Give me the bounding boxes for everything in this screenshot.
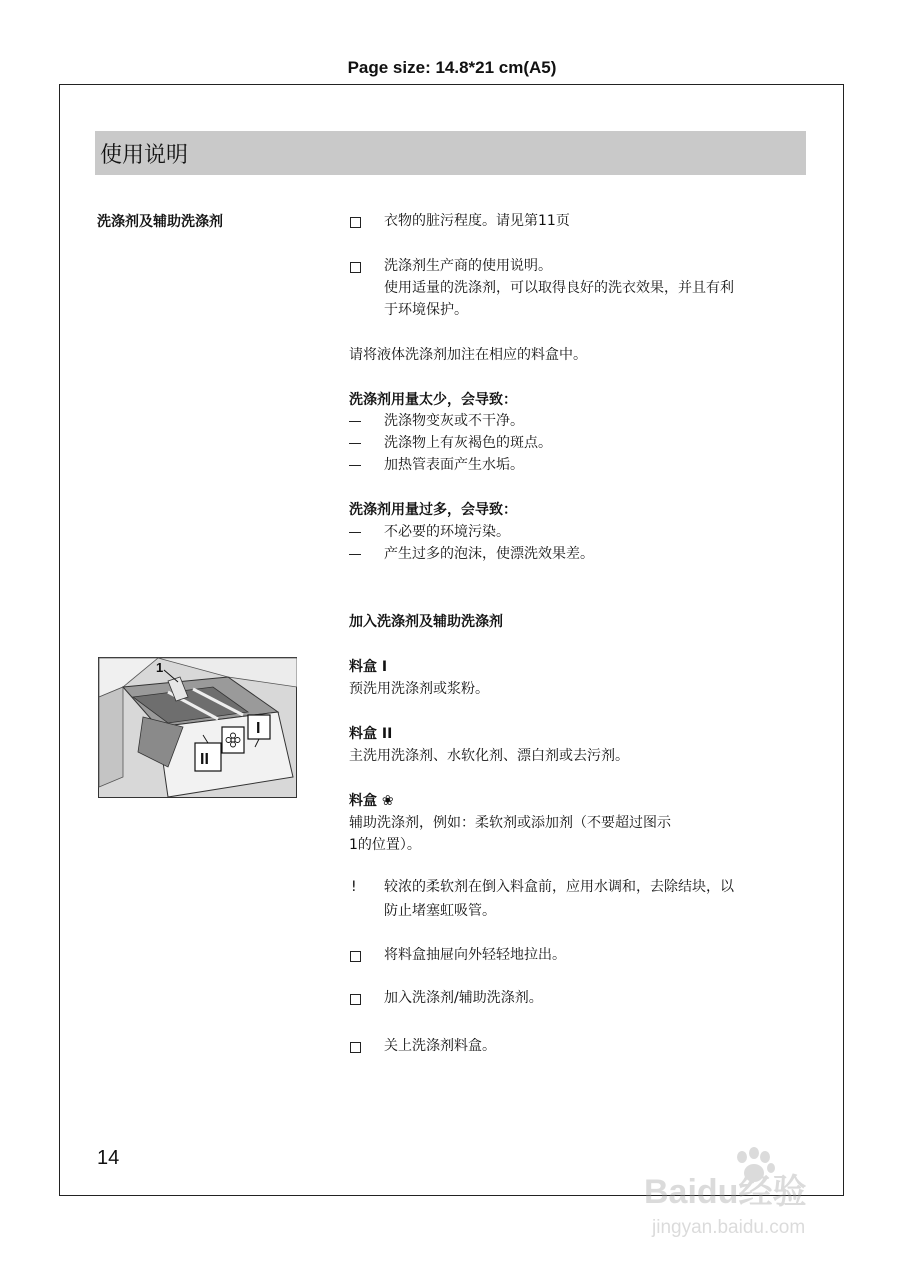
list-item: 产生过多的泡沫，使漂洗效果差。 bbox=[384, 546, 594, 562]
bullet-text: 洗涤剂生产商的使用说明。 bbox=[384, 258, 552, 274]
page-number: 14 bbox=[97, 1147, 120, 1169]
dash-bullet bbox=[349, 465, 361, 466]
baidu-jingyan-watermark bbox=[644, 1145, 844, 1240]
title-bar bbox=[95, 131, 806, 175]
compartment-desc: 主洗用洗涤剂、水软化剂、漂白剂或去污剂。 bbox=[349, 748, 629, 764]
watermark-url: jingyan.baidu.com bbox=[652, 1217, 806, 1238]
checkbox-bullet bbox=[350, 262, 361, 273]
warning-icon: ! bbox=[351, 879, 357, 895]
compartment-desc: 辅助洗涤剂，例如：柔软剂或添加剂（不要超过图示 bbox=[349, 815, 671, 831]
figure-label-I: I bbox=[256, 720, 261, 737]
page-frame bbox=[59, 84, 844, 1196]
bullet-text: 于环境保护。 bbox=[384, 302, 468, 318]
dash-bullet bbox=[349, 421, 361, 422]
step-text: 加入洗涤剂/辅助洗涤剂。 bbox=[384, 990, 543, 1006]
checkbox-bullet bbox=[350, 951, 361, 962]
bullet-text: 衣物的脏污程度。请见第11页 bbox=[384, 213, 570, 229]
compartment-label: 料盒 ❀ bbox=[349, 793, 394, 809]
watermark-brand: Baidu经验 bbox=[644, 1173, 807, 1211]
dash-bullet bbox=[349, 443, 361, 444]
warning-text: 较浓的柔软剂在倒入料盒前，应用水调和，去除结块，以 bbox=[384, 879, 734, 895]
bullet-text: 使用适量的洗涤剂，可以取得良好的洗衣效果，并且有利 bbox=[384, 280, 734, 296]
warning-text: 防止堵塞虹吸管。 bbox=[384, 903, 496, 919]
checkbox-bullet bbox=[350, 217, 361, 228]
compartment-desc: 预洗用洗涤剂或浆粉。 bbox=[349, 681, 489, 697]
compartment-desc: 1的位置）。 bbox=[349, 837, 421, 853]
liquid-note: 请将液体洗涤剂加注在相应的料盒中。 bbox=[349, 347, 587, 363]
step-text: 关上洗涤剂料盒。 bbox=[384, 1038, 496, 1054]
too-little-heading: 洗涤剂用量太少，会导致： bbox=[349, 392, 517, 408]
detergent-drawer-illustration bbox=[98, 657, 297, 798]
checkbox-bullet bbox=[350, 994, 361, 1005]
checkbox-bullet bbox=[350, 1042, 361, 1053]
figure-label-1: 1 bbox=[156, 660, 164, 675]
step-text: 将料盒抽屉向外轻轻地拉出。 bbox=[384, 947, 566, 963]
list-item: 不必要的环境污染。 bbox=[384, 524, 510, 540]
dash-bullet bbox=[349, 554, 361, 555]
too-much-heading: 洗涤剂用量过多，会导致： bbox=[349, 502, 517, 518]
dash-bullet bbox=[349, 532, 361, 533]
compartment-label: 料盒 I bbox=[349, 659, 388, 675]
page-title: 使用说明 bbox=[100, 143, 189, 168]
list-item: 加热管表面产生水垢。 bbox=[384, 457, 524, 473]
add-detergent-heading: 加入洗涤剂及辅助洗涤剂 bbox=[349, 614, 503, 630]
page-size-note: Page size: 14.8*21 cm(A5) bbox=[347, 58, 557, 77]
figure-label-II: II bbox=[200, 751, 209, 768]
list-item: 洗涤物上有灰褐色的斑点。 bbox=[384, 435, 552, 451]
compartment-label: 料盒 II bbox=[349, 726, 393, 742]
section-heading: 洗涤剂及辅助洗涤剂 bbox=[97, 214, 223, 230]
list-item: 洗涤物变灰或不干净。 bbox=[384, 413, 524, 429]
